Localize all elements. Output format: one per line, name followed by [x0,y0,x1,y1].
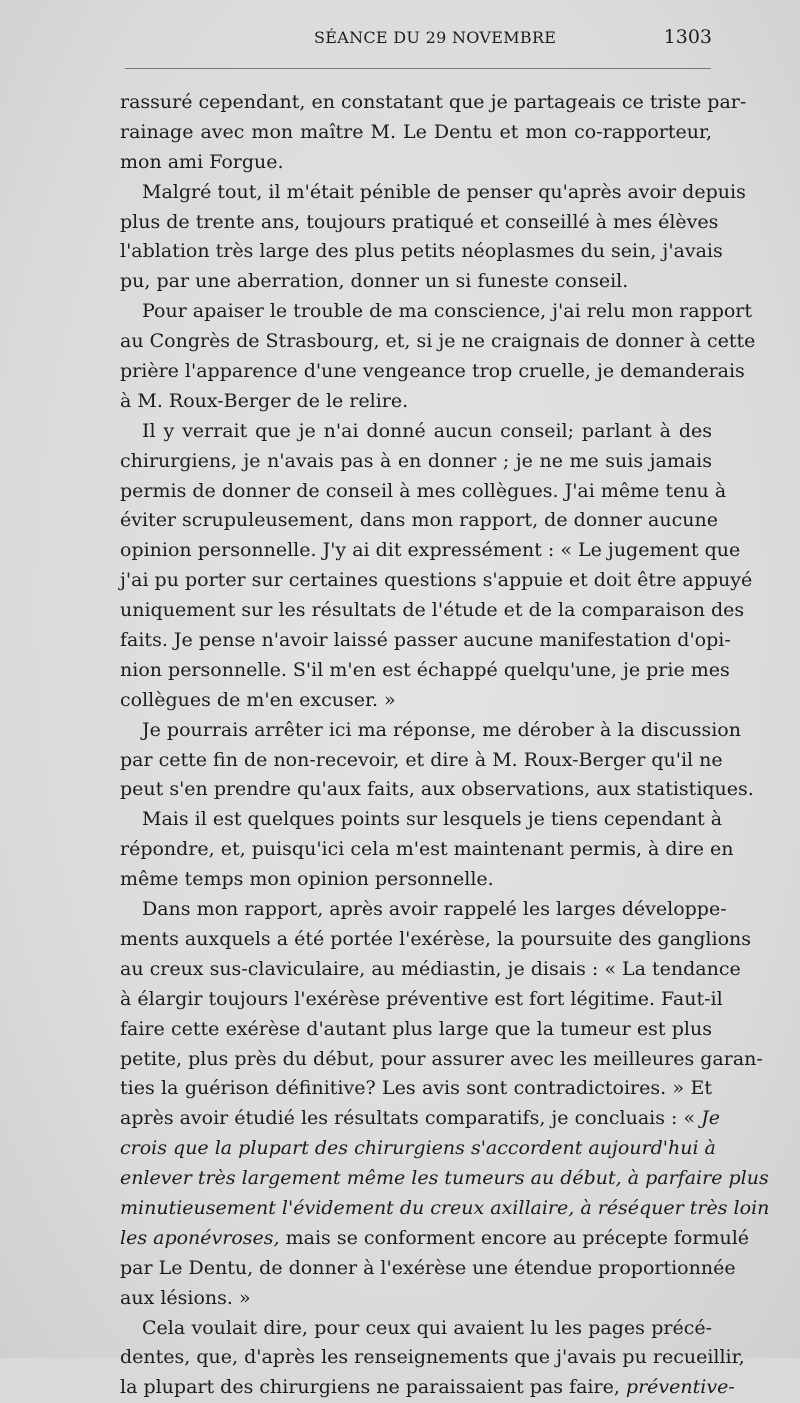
text-line: uniquement sur les résultats de l'étude et de la comparaison des [120,599,745,622]
text-line: enlever très largement même les tumeurs au début, à parfaire plus [120,1167,769,1190]
text-line: aux lésions. » [120,1286,251,1309]
text-line: crois que la plupart des chirurgiens s'accordent aujourd'hui à [120,1137,716,1160]
text-line: Pour apaiser le trouble de ma conscience, j'ai relu mon rapport [142,300,753,323]
text-line: pu, par une aberration, donner un si funeste conseil. [120,270,629,293]
text-line [120,1373,735,1403]
text-line: faits. Je pense n'avoir laissé passer aucune manifestation d'opi- [120,629,731,652]
text-line: Mais il est quelques points sur lesquels je tiens cependant à [142,808,723,831]
text-line: rainage avec mon maître M. Le Dentu et mon co-rapporteur, [120,120,712,143]
text-line: prière l'apparence d'une vengeance trop cruelle, je demanderais [120,360,745,383]
text-line: l'ablation très large des plus petits néoplasmes du sein, j'avais [120,240,723,263]
text-line [120,1104,721,1134]
text-line: Cela voulait dire, pour ceux qui avaient lu les pages précé- [142,1316,712,1339]
text-line: répondre, et, puisqu'ici cela m'est maintenant permis, à dire en [120,838,734,861]
text-line: à élargir toujours l'exérèse préventive est fort légitime. Faut-il [120,987,723,1010]
text-fragment: après avoir étudié les résultats comparatifs, je concluais : « [120,1107,696,1130]
text-line: plus de trente ans, toujours pratiqué et conseillé à mes élèves [120,210,719,233]
text-line: par cette fin de non-recevoir, et dire à M. Roux-Berger qu'il ne [120,748,723,771]
text-line: Il y verrait que je n'ai donné aucun conseil; parlant à des [142,419,712,442]
header-rule [125,68,711,69]
italic-fragment: Je [701,1107,721,1130]
text-line: permis de donner de conseil à mes collègues. J'ai même tenu à [120,479,727,502]
text-line: faire cette exérèse d'autant plus large que la tumeur est plus [120,1017,712,1040]
text-line: mon ami Forgue. [120,150,284,173]
text-line: petite, plus près du début, pour assurer avec les meilleures garan- [120,1047,763,1070]
text-line [120,1224,750,1254]
text-line: ties la guérison définitive? Les avis sont contradictoires. » Et [120,1077,712,1100]
text-line: j'ai pu porter sur certaines questions s'appuie et doit être appuyé [120,569,753,592]
text-line: dentes, que, d'après les renseignements que j'avais pu recueillir, [120,1346,745,1369]
text-line: au Congrès de Strasbourg, et, si je ne craignais de donner à cette [120,330,756,353]
running-head: SÉANCE DU 29 NOVEMBRE [314,28,557,47]
text-line: ments auxquels a été portée l'exérèse, la poursuite des ganglions [120,927,752,950]
body-text [120,88,770,1403]
text-line: Malgré tout, il m'était pénible de penser qu'après avoir depuis [142,180,746,203]
text-line: minutieusement l'évidement du creux axillaire, à réséquer très loin [120,1196,770,1219]
text-line: opinion personnelle. J'y ai dit expressément : « Le jugement que [120,539,741,562]
page-number: 1303 [663,26,712,48]
text-line: même temps mon opinion personnelle. [120,868,494,891]
italic-fragment: préventive- [625,1376,735,1399]
text-line: Dans mon rapport, après avoir rappelé les larges développe- [142,898,727,921]
text-line: rassuré cependant, en constatant que je partageais ce triste par- [120,91,747,113]
page-header [120,26,712,52]
text-line: au creux sus-claviculaire, au médiastin, je disais : « La tendance [120,957,741,980]
text-line: chirurgiens, je n'avais pas à en donner ; je ne me suis jamais [120,449,712,472]
text-line: éviter scrupuleusement, dans mon rapport, de donner aucune [120,509,718,532]
text-line: nion personnelle. S'il m'en est échappé quelqu'une, je prie mes [120,658,730,681]
text-line: peut s'en prendre qu'aux faits, aux observations, aux statistiques. [120,778,754,801]
text-fragment: mais se conforment encore au précepte formulé [285,1226,750,1249]
text-fragment: la plupart des chirurgiens ne paraissaient pas faire, [120,1376,620,1399]
text-line: collègues de m'en excuser. » [120,688,396,711]
text-line: à M. Roux-Berger de le relire. [120,389,409,412]
text-line: par Le Dentu, de donner à l'exérèse une étendue proportionnée [120,1256,736,1279]
text-line: Je pourrais arrêter ici ma réponse, me dérober à la discussion [142,718,741,741]
italic-fragment: les aponévroses, [120,1226,280,1249]
